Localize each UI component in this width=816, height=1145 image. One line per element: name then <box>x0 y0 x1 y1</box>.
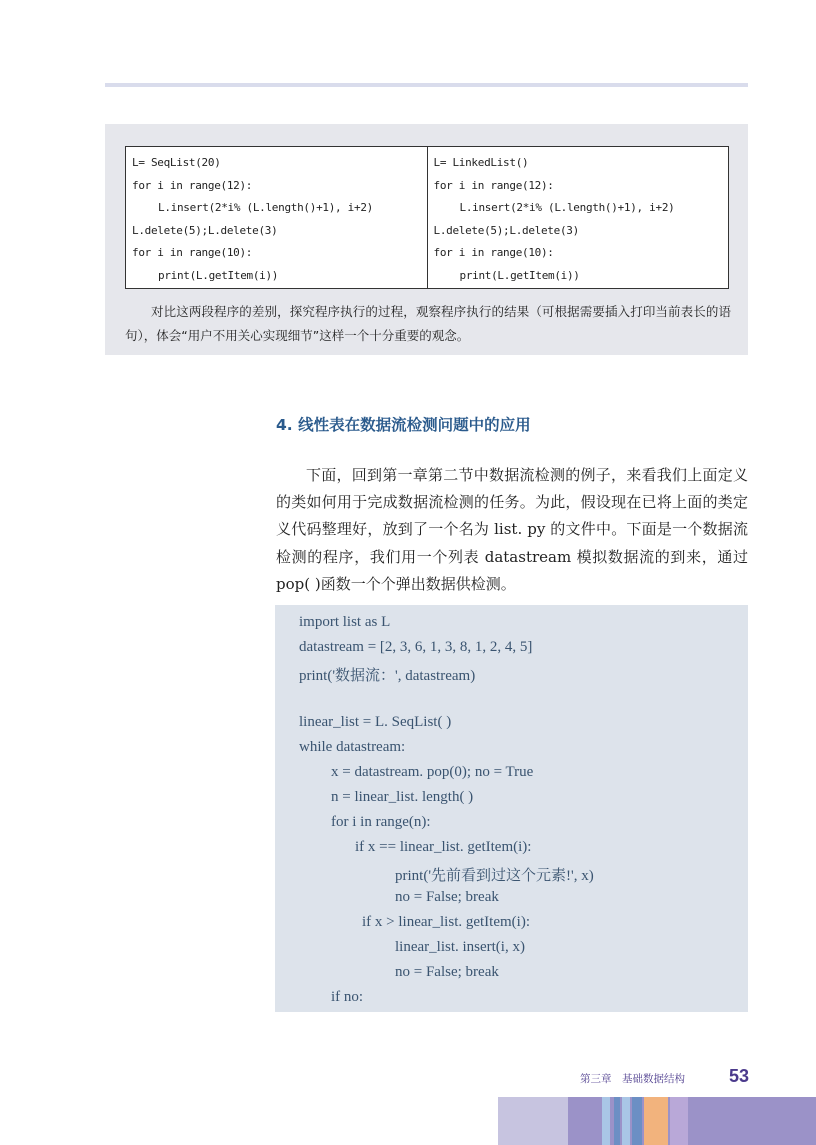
code-line: L.delete(5);L.delete(3) <box>433 223 579 237</box>
code-line: for i in range(12): <box>433 178 554 192</box>
program-line: if no: <box>331 989 364 1005</box>
footer-decoration <box>498 1097 816 1145</box>
header-rule <box>105 83 748 87</box>
program-line: if x == linear_list. getItem(i): <box>355 839 532 855</box>
comparison-box <box>105 124 748 355</box>
comparison-note: 对比这两段程序的差别，探究程序执行的过程，观察程序执行的结果（可根据需要插入打印当前表长的语句），体会“用户不用关心实现细节”这样一个十分重要的观念。 <box>125 304 731 343</box>
linkedlist-code-column <box>427 147 729 288</box>
seqlist-code-column <box>126 147 427 288</box>
code-comparison-table <box>125 146 729 289</box>
program-line: n = linear_list. length( ) <box>331 789 474 805</box>
code-line: print(L.getItem(i)) <box>459 268 580 282</box>
program-line: import list as L <box>299 614 391 630</box>
program-line: print('先前看到过这个元素!', x) <box>395 868 594 884</box>
code-line: for i in range(12): <box>132 178 253 192</box>
program-line: while datastream: <box>299 739 406 755</box>
code-line: L= SeqList(20) <box>132 156 221 169</box>
page-number: 53 <box>729 1066 750 1086</box>
body-paragraph: 下面，回到第一章第二节中数据流检测的例子，来看我们上面定义的类如何用于完成数据流检测的任务。为此，假设现在已将上面的类定义代码整理好，放到了一个名为 list. py 的文件中。下面是一个数据流检测的程序，我们用一个列表 datastream 模拟数据流的到来，通过 pop( )函数一个个弹出数据供检测。 <box>276 466 748 593</box>
code-line: L.insert(2*i% (L.length()+1), i+2) <box>459 201 675 215</box>
program-line: if x > linear_list. getItem(i): <box>362 914 530 930</box>
program-line: linear_list = L. SeqList( ) <box>299 714 452 730</box>
code-line: for i in range(10): <box>132 246 253 260</box>
program-line: no = False; break <box>395 964 499 980</box>
program-line: linear_list. insert(i, x) <box>395 939 525 955</box>
section-heading: 4. 线性表在数据流检测问题中的应用 <box>276 416 531 434</box>
code-line: for i in range(10): <box>433 246 554 260</box>
program-line: x = datastream. pop(0); no = True <box>331 764 534 780</box>
code-line: L= LinkedList() <box>433 156 529 169</box>
program-code-panel <box>275 605 748 1012</box>
program-line: datastream = [2, 3, 6, 1, 3, 8, 1, 2, 4, 5] <box>299 639 533 655</box>
program-line: print('数据流：', datastream) <box>299 668 476 684</box>
code-line: print(L.getItem(i)) <box>158 268 279 282</box>
program-line: no = False; break <box>395 889 499 905</box>
program-line: for i in range(n): <box>331 814 431 830</box>
code-line: L.delete(5);L.delete(3) <box>132 223 278 237</box>
chapter-label: 第三章 基础数据结构 <box>580 1073 685 1085</box>
code-line: L.insert(2*i% (L.length()+1), i+2) <box>158 201 373 215</box>
